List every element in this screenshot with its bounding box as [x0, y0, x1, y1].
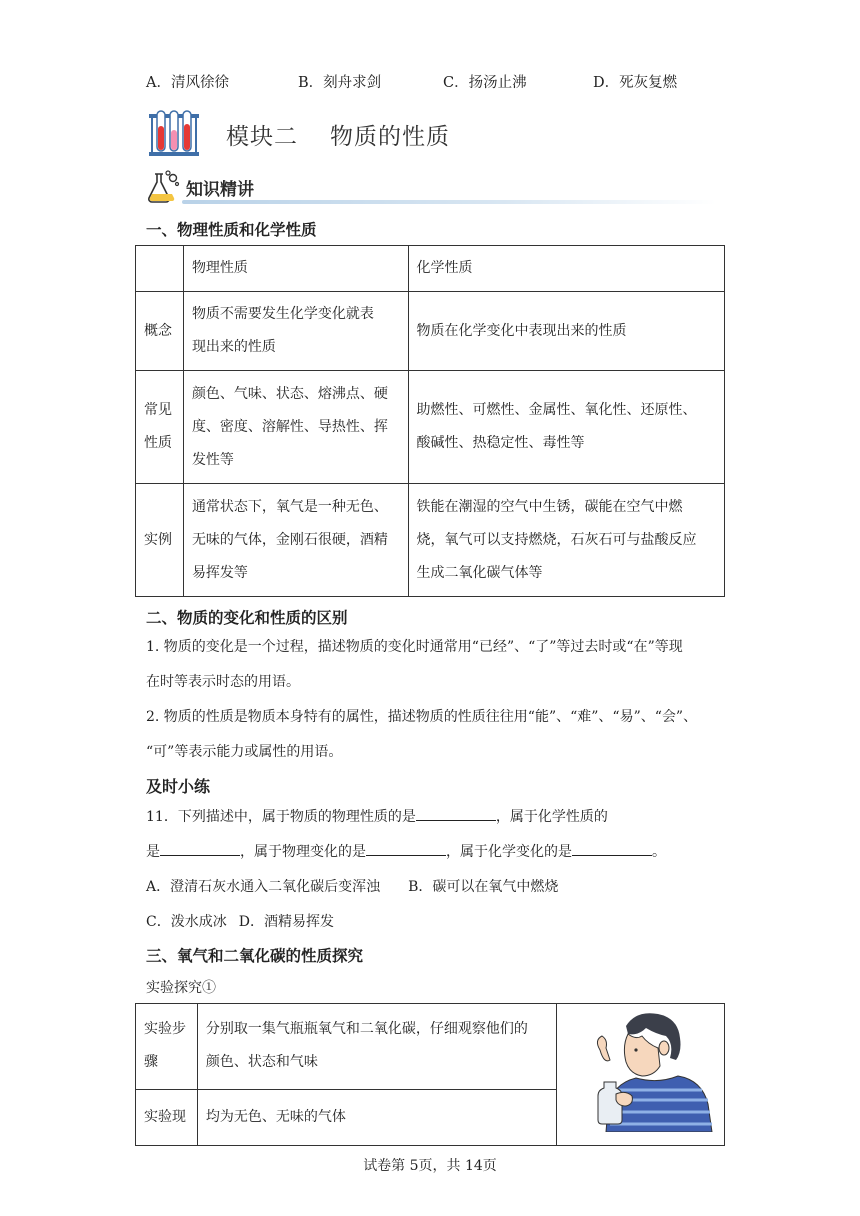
cell-line: 物质不需要发生化学变化就表	[191, 306, 374, 322]
cell-line: 实验步	[144, 1021, 186, 1038]
flask-icon	[146, 170, 182, 204]
question-text: 是	[146, 844, 160, 860]
page-footer: 试卷第 5页，共 14页	[363, 1158, 497, 1174]
choice-c: C．扬汤止沸	[443, 75, 527, 91]
practice-heading: 及时小练	[146, 777, 211, 796]
cell-line: 发性等	[191, 451, 234, 468]
knowledge-label: 知识精讲	[186, 180, 254, 200]
cell-physical	[183, 484, 408, 597]
cell-line: 物质在化学变化中表现出来的性质	[416, 322, 627, 339]
cell-phenomenon: 均为无色、无味的气体	[197, 1089, 556, 1145]
cell-line: 易挥发等	[191, 564, 248, 581]
option-d: D．酒精易挥发	[238, 914, 334, 930]
section2-body	[146, 630, 736, 770]
properties-table	[135, 245, 725, 597]
cell-chemical	[408, 484, 724, 597]
option-c: C．泼水成冰	[146, 914, 227, 930]
experiment-table	[135, 1003, 725, 1146]
header-empty-cell	[136, 246, 184, 292]
banner-underline	[182, 200, 716, 204]
question-line	[146, 835, 736, 870]
previous-question-choices	[146, 71, 766, 93]
answer-blank-chemical-property[interactable]	[160, 841, 240, 856]
cell-line: 酸碱性、热稳定性、毒性等	[416, 435, 585, 451]
paragraph-line: “可”等表示能力或属性的用语。	[146, 744, 343, 760]
experiment-label: 实验探究①	[146, 980, 216, 996]
choice-b: B．刻舟求剑	[298, 75, 382, 91]
cell-line: 骤	[144, 1054, 158, 1071]
cell-line: 生成二氧化碳气体等	[416, 564, 543, 581]
cell-line: 通常状态下，氧气是一种无色、	[191, 498, 388, 515]
choice-a: A．清风徐徐	[146, 75, 229, 91]
cell-line: 度、密度、溶解性、导热性、挥	[191, 418, 388, 435]
question-text: ，属于物理变化的是	[240, 844, 366, 860]
cell-line: 烧，氧气可以支持燃烧，石灰石可与盐酸反应	[416, 531, 697, 548]
table-row	[136, 484, 725, 597]
section1-heading: 一、物理性质和化学性质	[146, 221, 317, 239]
cell-line: 分别取一集气瓶瓶氧气和二氧化碳，仔细观察他们的	[205, 1021, 528, 1038]
cell-line: 常见	[144, 402, 172, 418]
cell-chemical	[408, 371, 724, 484]
row-label-phenomenon: 实验现	[136, 1089, 198, 1145]
module-number: 模块二	[226, 124, 298, 150]
row-label-concept: 概念	[136, 292, 184, 371]
cell-physical	[183, 371, 408, 484]
cell-steps	[197, 1004, 556, 1090]
cell-line: 现出来的性质	[191, 339, 276, 355]
cell-line: 颜色、气味、状态、熔沸点、硬	[191, 385, 388, 402]
child-smelling-gas-illustration	[566, 1004, 716, 1132]
section3-heading: 三、氧气和二氧化碳的性质探究	[146, 947, 364, 965]
header-chemical: 化学性质	[408, 246, 724, 292]
options-line	[146, 905, 736, 940]
answer-blank-chemical-change[interactable]	[572, 841, 652, 856]
cell-line: 无味的气体，金刚石很硬，酒精	[191, 531, 388, 548]
cell-line: 性质	[144, 435, 172, 451]
section2-heading: 二、物质的变化和性质的区别	[146, 609, 348, 627]
paragraph-line: 1. 物质的变化是一个过程，描述物质的变化时通常用“已经”、“了”等过去时或“在”等现	[146, 639, 683, 655]
paragraph-line: 2. 物质的性质是物质本身特有的属性，描述物质的性质往往用“能”、“难”、“易”、“会”、	[146, 709, 698, 725]
question-line	[146, 800, 736, 835]
cell-chemical	[408, 292, 724, 371]
module-subtitle: 物质的性质	[330, 124, 450, 150]
cell-physical	[183, 292, 408, 371]
practice-question	[146, 800, 736, 940]
paragraph-line: 在时等表示时态的用语。	[146, 674, 300, 690]
options-line	[146, 870, 736, 905]
question-text: 。	[652, 844, 666, 860]
table-row	[136, 1004, 725, 1090]
header-physical: 物理性质	[183, 246, 408, 292]
cell-line: 颜色、状态和气味	[205, 1054, 318, 1071]
cell-line: 铁能在潮湿的空气中生锈，碳能在空气中燃	[416, 498, 683, 515]
row-label-steps	[136, 1004, 198, 1090]
answer-blank-physical-property[interactable]	[416, 806, 496, 821]
table-header-row	[136, 246, 725, 292]
test-tubes-icon	[148, 108, 200, 160]
module-title	[226, 118, 450, 151]
question-text: ，属于化学性质的	[495, 809, 608, 825]
answer-blank-physical-change[interactable]	[366, 841, 446, 856]
option-a: A．澄清石灰水通入二氧化碳后变浑浊	[146, 879, 381, 895]
knowledge-section-banner	[146, 168, 716, 208]
row-label-example: 实例	[136, 484, 184, 597]
table-row	[136, 371, 725, 484]
question-text: 11．下列描述中，属于物质的物理性质的是	[146, 809, 416, 825]
question-text: ，属于化学变化的是	[446, 844, 572, 860]
table-row	[136, 292, 725, 371]
module-header	[148, 108, 728, 160]
choice-d: D．死灰复燃	[593, 75, 678, 91]
illustration-cell	[557, 1004, 725, 1146]
option-b: B．碳可以在氧气中燃烧	[408, 879, 559, 895]
cell-line: 助燃性、可燃性、金属性、氧化性、还原性、	[416, 402, 697, 418]
row-label-common	[136, 371, 184, 484]
